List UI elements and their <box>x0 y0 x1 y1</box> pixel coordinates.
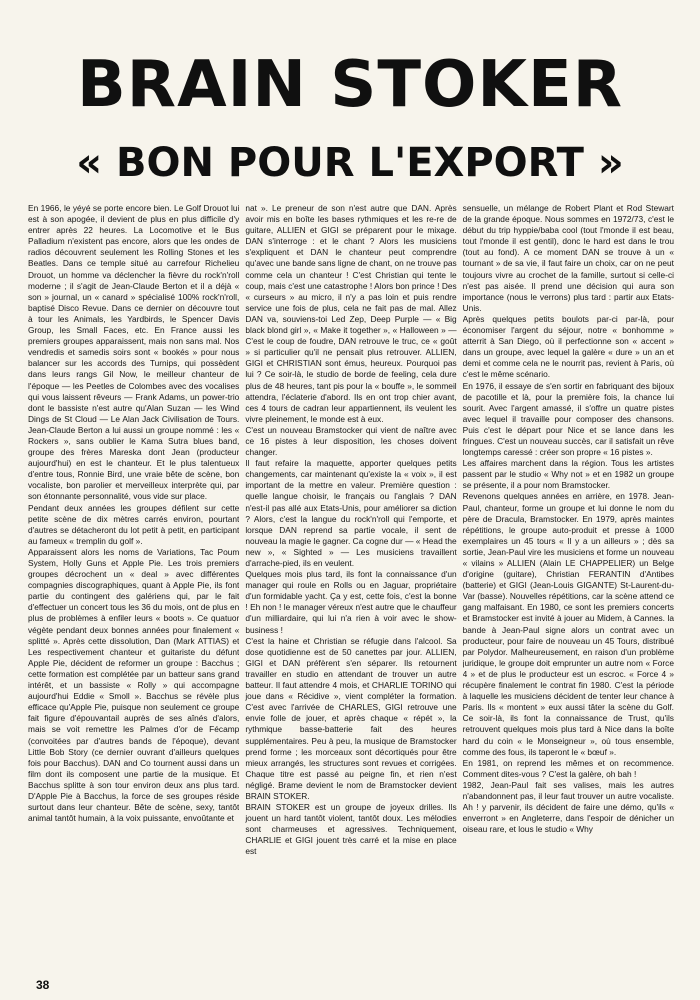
text-column-2: nat ». Le preneur de son n'est autre que DAN. Après avoir mis en boîte les bases rythmiques et les re-re de guitare, ALLIEN et GIGI se préparent pour le mixage. DAN s'interroge : et le chant ? Alors les musiciens s'expliquent et DAN le chanteur peut comprendre qu'avec une bande sans ligne de chant, on ne trouve pas comme cela un chanteur ! C'est Christian qui tente le coup, mais c'est une catastrophe ! Alors bon prince ! Des « curseurs » au micro, il n'y a pas loin et puis rendre service une fois de plus, cela ne fait pas de mal. Allez DAN va, souviens-toi Led Zep, Deep Purple — « Big black blond girl », « Make it together », « Halloween » — C'est le coup de foudre, DAN retrouve le truc, ce « goût » si particulier qu'il ne pensait plus retrouver. ALLIEN, GIGI et CHRISTIAN sont émus, heureux. Pourquoi pas lui ? Ce soir-là, le studio de borde de feeling, cela dure plus de 48 heures, tant pis pour la « bouffe », le sommeil attendra, l'éclaterie d'abord. Ils en ont trop chier avant, ces 4 tours de cadran leur appartiennent, ils veulent les vivre pleinement, le monde est à eux. C'est un nouveau Bramstocker qui vient de naître avec ce 16 pistes à leur disposition, les choses doivent changer. Il faut refaire la maquette, apporter quelques petits changements, car maintenant qu'existe la « voix », il est important de la mettre en valeur. Première question : quelle langue choisir, le français ou l'anglais ? DAN n'est-il pas allé aux Etats-Unis, pour améliorer sa diction ? Alors, c'est la langue du rock'n'roll qui l'emporte, et lorsque DAN reprend sa partie vocale, il sent de nouveau la magie le gagner. Ca cogne dur — « Head the new », « Sighted » — Les musiciens travaillent d'arrache-pied, ils en veulent. Quelques mois plus tard, ils font la connaissance d'un manager qui roule en Rolls ou en Jaguar, propriétaire d'un formidable yacht. Ça y est, cette fois, c'est la bonne ! Eh non ! le manager véreux n'est autre que le chauffeur d'un milliardaire, qui lui n'a rien à voir avec le show-business ! C'est la haine et Christian se réfugie dans l'alcool. Sa dose quotidienne est de 50 canettes par jour. ALLIEN, GIGI et DAN préfèrent s'en séparer. Ils retournent travailler en studio en attendant de trouver un autre batteur. Il faut attendre 4 mois, et CHARLIE TORINO qui joue dans « Récidive », vient compléter la formation. C'est avec l'arrivée de CHARLES, GIGI retrouve une envie folle de jouer, et après chaque « répét », la rythmique basse-batterie fait des heures supplémentaires. Peu à peu, la musique de Bramstocker prend forme ; les morceaux sont décortiqués pour être mieux arrangés, les structures sont revues et corrigées. Chaque titre est passé au peigne fin, et rien n'est négligé. Brame devient le nom de Bramstocker devient BRAIN STOKER. BRAIN STOKER est un groupe de joyeux drilles. Ils jouent un hard tantôt violent, tantôt doux. Les mélodies sont charmeuses et agressives. Techniquement, CHARLIE et GIGI jouent très carré et la mise en place est <box>245 203 457 857</box>
article-subtitle: « BON POUR L'EXPORT » <box>76 140 624 186</box>
page-number: 38 <box>36 978 50 992</box>
article-body <box>28 203 674 973</box>
article-title: BRAIN STOKER <box>77 48 623 122</box>
text-column-3: sensuelle, un mélange de Robert Plant et Rod Stewart de la grande époque. Nous sommes en 1972/73, c'est le début du trip hyppie/baba cool (tout l'monde il est beau, tout l'monde il est gentil), donc le hard est dans le trou (tout au fond). A ce moment DAN se trouve à un « tournant » de sa vie, il faut faire un choix, car on ne peut toujours vivre au crochet de la famille, surtout si celle-ci n'est pas aisée. Il prend une décision qui aura son importance (nous le verrons) plus tard : partir aux Etats-Unis. Après quelques petits boulots par-ci par-là, pour économiser l'argent du séjour, notre « bonhomme » atterrit à San Diego, où il perfectionne son « accent » dans un groupe, avec lequel la galère « dure » un an et demi et comme cela ne le nourrit pas, revient à Paris, où c'est le même scénario. En 1976, il essaye de s'en sortir en fabriquant des bijoux de pacotille et là, pour la première fois, la chance lui sourit. Avec l'argent amassé, il s'offre un quatre pistes avec lequel il travaille pour composer des chansons. Puis c'est le départ pour Nice et se lance dans les fringues. C'est un nouveau succès, car il satisfait un rêve longtemps caressé : créer son propre « 16 pistes ». Les affaires marchent dans la région. Tous les artistes passent par le studio « Why not » et en 1982 un groupe se présente, il a pour nom Bramstocker. Revenons quelques années en arrière, en 1978. Jean-Paul, chanteur, forme un groupe et lui donne le nom du père de Dracula, Bramstocker. En 1979, après maintes répétitions, le groupe auto-produit et presse à 1000 exemplaires un 45 tours « Il y a un ailleurs » ; dès sa sortie, Jean-Paul vire les musiciens et forme un nouveau « vilains » ALLIEN (Alain LE CHAPPELIER) un Belge d'origine (guitare), Christian FERANTIN d'Antibes (batterie) et GIGI (Jean-Louis GIGANTE) St-Laurent-du-Var (basse). Nouvelles répétitions, car la scène attend ce gang malfaisant. En 1980, ce sont les premiers concerts et Bramstocker est invité à jouer au Midem, à Cannes. la bande à Jean-Paul signe alors un contrat avec un producteur, pour faire de nouveau un 45 Tours, distribué par Polydor. Malheureusement, en raison d'un problème juridique, le groupe doit emprunter un autre nom « Force 4 » et de plus le producteur est un escroc. « Force 4 » récupère finalement le contrat fin 1980. C'est la période à laquelle les musiciens décident de tenter leur chance à Paris. Ils « montent » eux aussi tâter la scène du Golf. Ce soir-là, ils font la connaissance de Trust, qu'ils retrouvent quelques mois plus tard à Nice dans la boîte hard du coin « le Monseigneur », où tous ensemble, comme des fous, ils taperont le « bœuf ». En 1981, on reprend les mêmes et on recommence. Comment dites-vous ? C'est la galère, oh bah ! 1982, Jean-Paul fait ses valises, mais les autres n'abandonnent pas, il leur faut trouver un autre vocaliste. Ah ! y parvenir, ils décident de faire une démo, qu'ils « enverront » en Angleterre, dans l'espoir de dénicher un oiseau rare, et lous le studio « Why <box>462 203 674 835</box>
text-column-1: En 1966, le yéyé se porte encore bien. Le Golf Drouot lui est à son apogée, il devient de plus en plus difficile d'y entrer après 22 heures. La Locomotive et le Bus Palladium n'existent pas encore, alors que les ondes de radios découvrent seulement les Rolling Stones et les Beatles. Dans ce temple situé au carrefour Richelieu Drouot, un homme va déclencher la fièvre du rock'n'roll moderne ; il s'agit de Jean-Claude Berton et il a déjà « son » journal, un « canard » spécialisé 100% rock'n'roll, baptisé Disco Revue. Dans ce dernier on découvre tout à tour les Animals, les Yardbirds, le Spencer Davis Group, les Small Faces, etc. En France aussi les premiers groupes apparaissent, mais non sans mal. Nos vendredis et samedis soirs sont « bookés » pour nous balancer sur les accords des Turnips, qui possèdent dans leurs rangs Gil Now, le meilleur chanteur de l'époque — les Peetles de Colombes avec des vocalises qui vous laissent rêveurs — Frank Adams, un power-trio dont le bassiste n'est autre qu'Alan Suzan — les Wind Dings de St Cloud — Le Alan Jack Civilisation de Tours. Jean-Claude Berton a lui aussi un groupe nommé : les « Rockers », sans oublier le Kama Sutra blues band, groupe des frères Mareska dont Jean (producteur aujourd'hui) en est le chanteur. Et le plus talentueux d'entre tous, Ronnie Bird, une vraie bête de scène, bon vocaliste, bon parolier et merveilleux interprète qui, par son étonnante personnalité, vous vide sur place. Pendant deux années les groupes défilent sur cette petite scène de dix mètres carrés environ, pourtant d'autres se détacheront du lot petit à petit, en participant au fameux « tremplin du golf ». Apparaissent alors les noms de Variations, Tac Poum System, Holly Guns et Apple Pie. Les trois premiers groupes décrochent un « deal » avec différentes compagnies discographiques, quant à Apple Pie, ils font partie du contingent des galériens qui, par le fait d'effectuer un concert tous les 36 du mois, ont de plus en plus de problèmes à enfiler leurs « boots ». Ce quatuor végète pendant deux bonnes années pour finalement « splitté ». Après cette dissolution, Dan (Mark ATTIAS) et Les respectivement chanteur et guitariste du défunt Apple Pie, décident de reformer un groupe : Bacchus ; cette formation est complétée par un batteur sans grand intérêt, et un bassiste « Rolly » qui accompagne aujourd'hui Eddie « Smoll ». Bacchus se révèle plus efficace qu'Apple Pie, puisque non seulement ce groupe fait figure d'épouvantail auprès de ses aînés d'alors, mais se voit remettre les Palmes d'or de Fécamp (convoitées par d'autres bands de l'époque), devant Little Bob Story (ce dernier ouvrant d'ailleurs quelques fois pour Bacchus). DAN and Co tournent aussi dans un film dont ils composent une partie de la musique. Et Bacchus splitte à son tour environ deux ans plus tard. D'Apple Pie à Bacchus, la force de ses groupes réside surtout dans leur chanteur. Bête de scène, sexy, tantôt animal tantôt humain, à la voix puissante, envoûtante et <box>28 203 240 824</box>
